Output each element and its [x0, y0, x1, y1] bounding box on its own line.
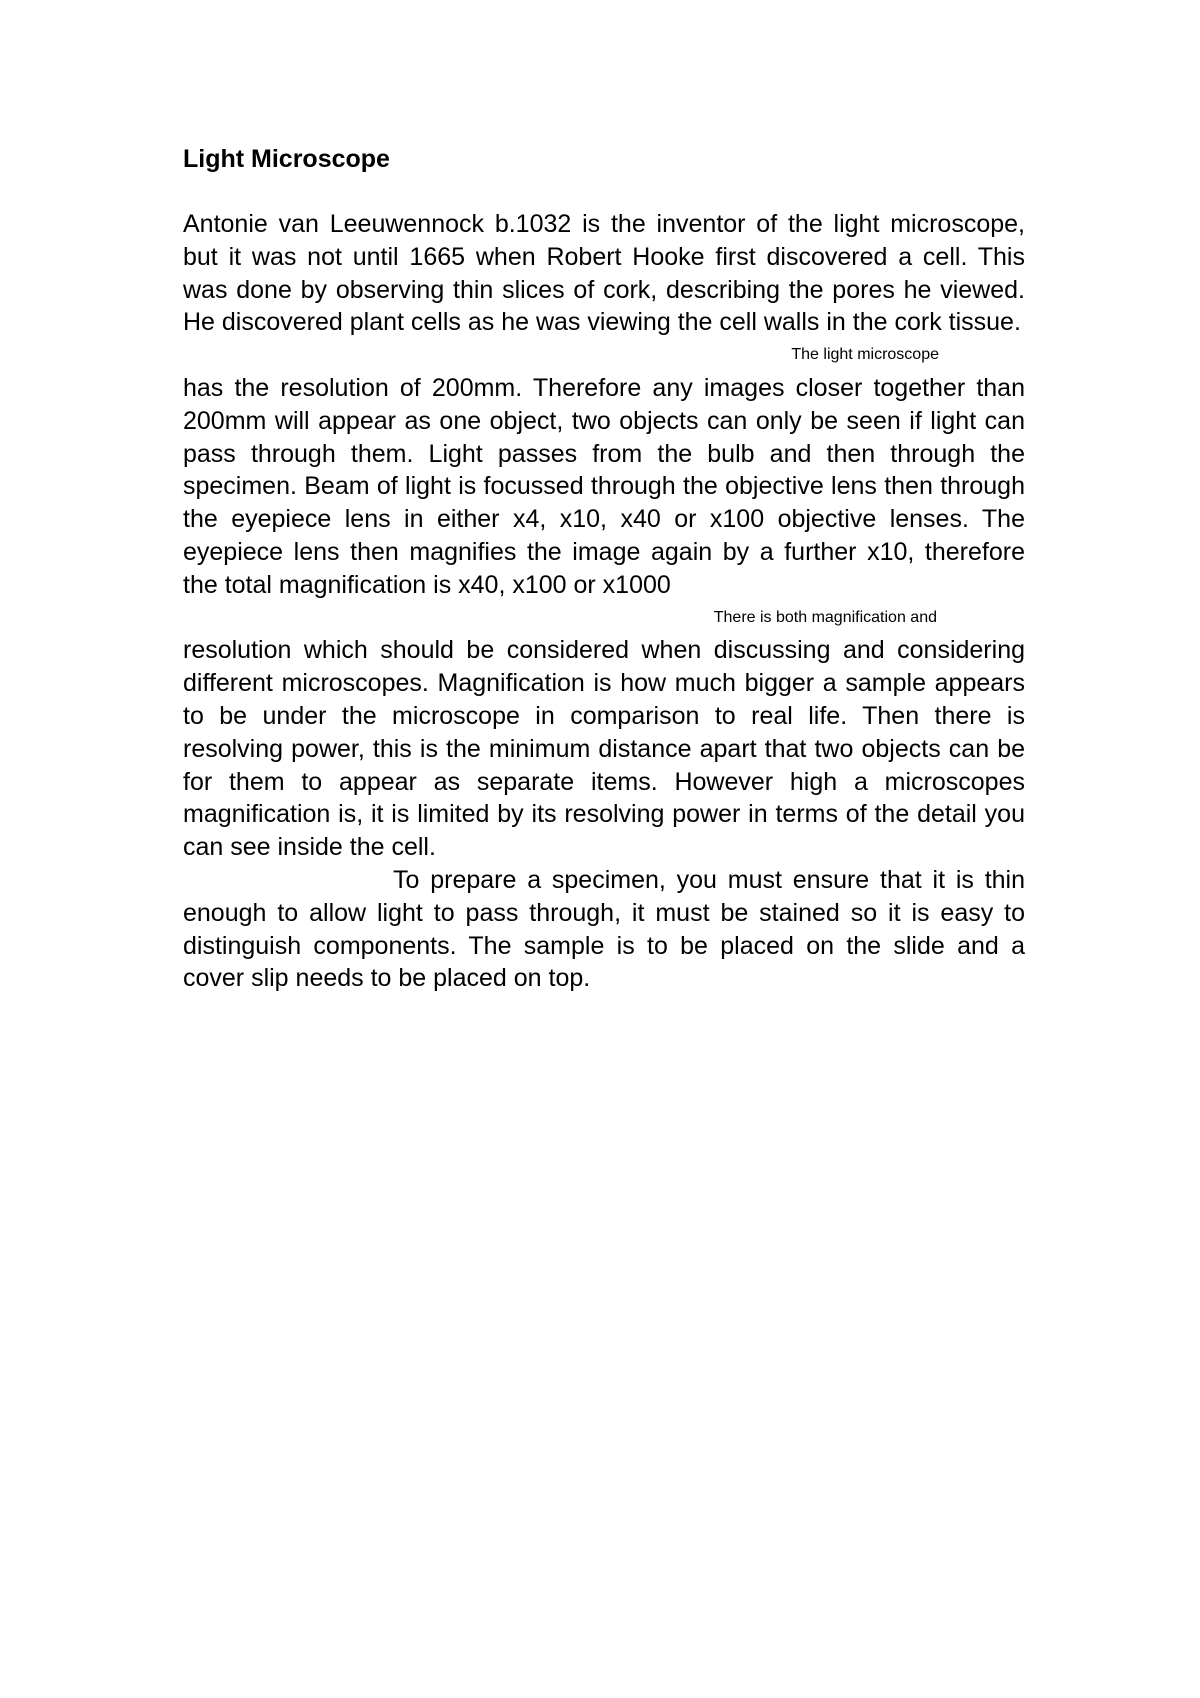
paragraph-magnification-lead: There is both magnification and	[713, 608, 937, 626]
paragraph-magnification: resolution which should be considered when discussing and considering different microscopes. Magnification is how much bigger a sample appears to be under the microscope in comparison to real life. Then there is resolving power, this is the minimum distance apart that two objects can be for them to appear as separate items. However high a microscopes magnification is, it is limited by its resolving power in terms of the detail you can see inside the cell.	[183, 636, 1025, 862]
paragraph-leeuwenhoek: Antonie van Leeuwennock b.1032 is the inventor of the light microscope, but it was not until 1665 when Robert Hooke first discovered a cell. This was done by observing thin slices of cork, describing the pores he viewed. He discovered plant cells as he was viewing the cell walls in the cork tissue.	[183, 210, 1025, 337]
document-title: Light Microscope	[183, 145, 390, 173]
paragraph-resolution: has the resolution of 200mm. Therefore any images closer together than 200mm will appear as one object, two objects can only be seen if light can pass through them. Light passes from the bulb and then through the specimen. Beam of light is focussed through the objective lens then through the eyepiece lens in either x4, x10, x40 or x100 objective lenses. The eyepiece lens then magnifies the image again by a further x10, therefore the total magnification is x40, x100 or x1000	[183, 373, 1025, 599]
document-body	[183, 143, 1025, 995]
paragraph-specimen-preparation: To prepare a specimen, you must ensure that it is thin enough to allow light to pass through, it must be stained so it is easy to distinguish components. The sample is to be placed on the slide and a cover slip needs to be placed on top.	[183, 865, 1025, 993]
paragraph-resolution-lead: The light microscope	[791, 346, 939, 364]
